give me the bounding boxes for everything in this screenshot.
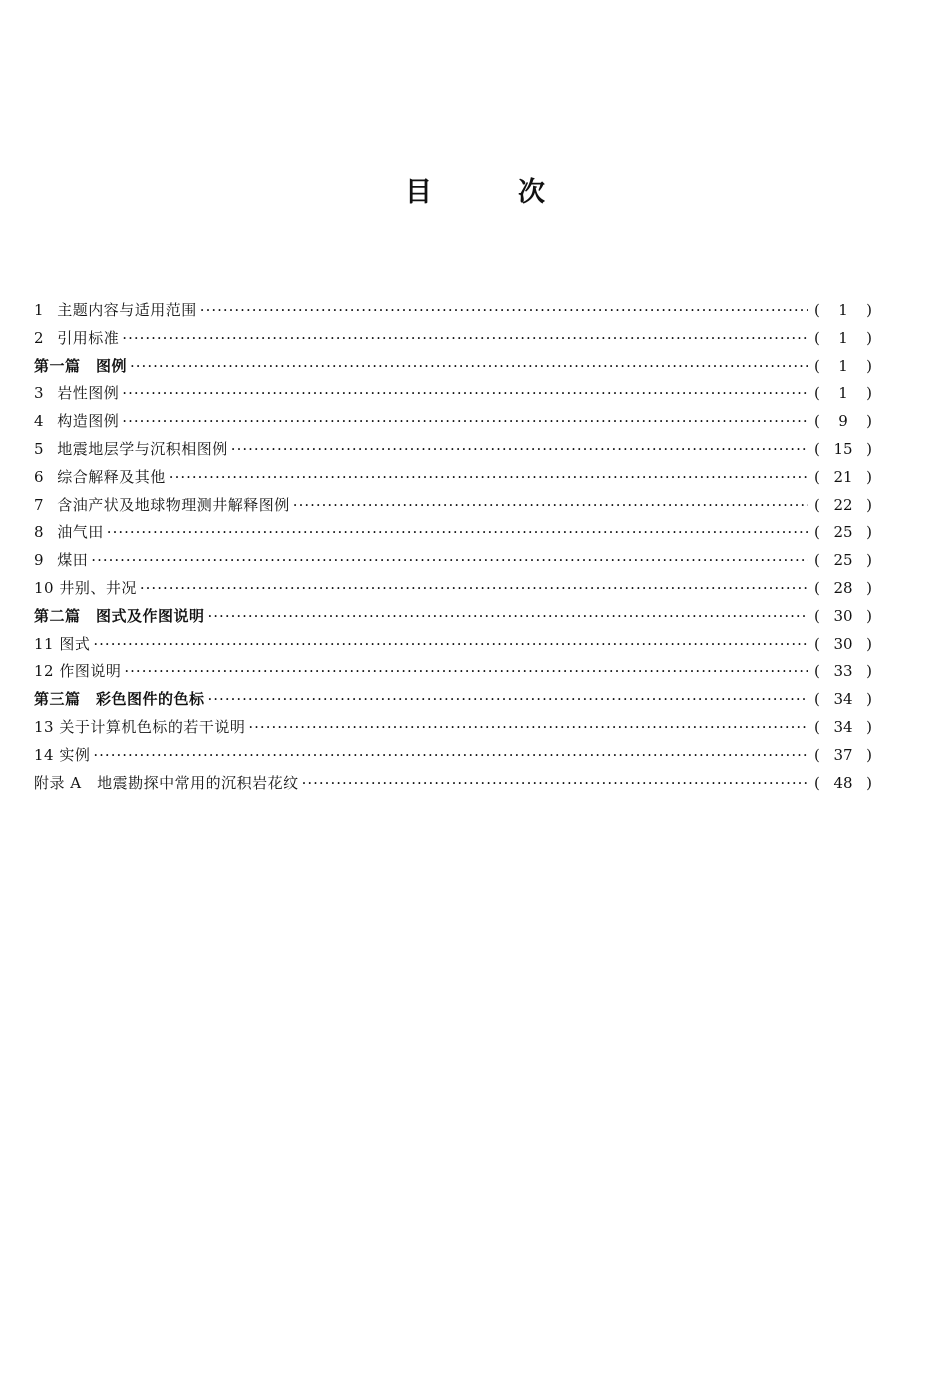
toc-number: 12 xyxy=(34,662,55,681)
toc-text: 第一篇 图例 xyxy=(34,356,128,375)
toc-entry[interactable] xyxy=(34,547,872,575)
toc-text: 图式 xyxy=(59,634,91,653)
toc-text: 综合解释及其他 xyxy=(57,467,166,486)
toc-page: ( 48 ) xyxy=(814,773,872,792)
toc-text: 油气田 xyxy=(57,523,104,542)
toc-entry[interactable] xyxy=(34,325,872,353)
toc-text: 煤田 xyxy=(57,551,89,570)
toc-page: ( 9 ) xyxy=(814,412,872,431)
toc-text: 地震地层学与沉积相图例 xyxy=(57,439,228,458)
title-char-1: 目 xyxy=(405,177,432,208)
toc-page: ( 15 ) xyxy=(814,439,872,458)
toc-text: 构造图例 xyxy=(57,412,120,431)
leader-dots xyxy=(93,742,808,770)
toc-entry[interactable] xyxy=(34,519,872,547)
toc-entry[interactable] xyxy=(34,408,872,436)
toc-page: ( 1 ) xyxy=(814,384,872,403)
toc-entry[interactable] xyxy=(34,297,872,325)
toc-text: 引用标准 xyxy=(57,328,120,347)
toc-page: ( 1 ) xyxy=(814,301,872,319)
page-title xyxy=(0,170,950,209)
toc-entry-appendix[interactable] xyxy=(34,770,872,798)
toc-page: ( 1 ) xyxy=(814,328,872,347)
leader-dots xyxy=(93,631,808,659)
toc-page: ( 1 ) xyxy=(814,356,872,375)
toc-entry[interactable] xyxy=(34,436,872,464)
toc-page: ( 34 ) xyxy=(814,717,872,736)
toc-page: ( 25 ) xyxy=(814,551,872,570)
toc-text: 主题内容与适用范围 xyxy=(57,301,197,319)
toc-number: 8 xyxy=(34,523,45,542)
leader-dots xyxy=(124,658,808,686)
leader-dots xyxy=(169,464,808,492)
toc-number: 13 xyxy=(34,717,55,736)
leader-dots xyxy=(208,603,808,631)
toc-entry[interactable] xyxy=(34,742,872,770)
toc-page: ( 34 ) xyxy=(814,690,872,709)
leader-dots xyxy=(248,714,808,742)
toc-page: ( 22 ) xyxy=(814,495,872,514)
toc-entry[interactable] xyxy=(34,464,872,492)
toc-text: 作图说明 xyxy=(59,662,122,681)
toc-entry[interactable] xyxy=(34,380,872,408)
toc-entry[interactable] xyxy=(34,658,872,686)
leader-dots xyxy=(91,547,808,575)
toc-number: 3 xyxy=(34,384,45,403)
table-of-contents xyxy=(34,297,872,797)
toc-page: ( 21 ) xyxy=(814,467,872,486)
toc-text: 第三篇 彩色图件的色标 xyxy=(34,690,205,709)
toc-text: 关于计算机色标的若干说明 xyxy=(59,717,246,736)
toc-number: 10 xyxy=(34,578,55,597)
toc-page: ( 33 ) xyxy=(814,662,872,681)
toc-number: 2 xyxy=(34,328,45,347)
toc-page: ( 28 ) xyxy=(814,578,872,597)
toc-entry[interactable] xyxy=(34,714,872,742)
toc-number: 6 xyxy=(34,467,45,486)
toc-number: 4 xyxy=(34,412,45,431)
leader-dots xyxy=(231,436,808,464)
leader-dots xyxy=(208,686,808,714)
toc-entry[interactable] xyxy=(34,575,872,603)
leader-dots xyxy=(130,353,808,381)
toc-number: 14 xyxy=(34,745,55,764)
toc-entry[interactable] xyxy=(34,492,872,520)
toc-number: 7 xyxy=(34,495,45,514)
toc-number: 9 xyxy=(34,551,45,570)
leader-dots xyxy=(293,492,808,520)
toc-number: 1 xyxy=(34,301,45,319)
toc-page: ( 25 ) xyxy=(814,523,872,542)
leader-dots xyxy=(122,325,808,353)
toc-text: 岩性图例 xyxy=(57,384,120,403)
toc-page: ( 30 ) xyxy=(814,634,872,653)
toc-text: 井别、井况 xyxy=(59,578,137,597)
leader-dots xyxy=(302,770,808,798)
toc-number: 11 xyxy=(34,634,55,653)
leader-dots xyxy=(107,519,808,547)
toc-part-heading[interactable] xyxy=(34,353,872,381)
leader-dots xyxy=(122,408,808,436)
toc-text: 第二篇 图式及作图说明 xyxy=(34,606,205,625)
toc-text: 实例 xyxy=(59,745,91,764)
toc-text: 附录 A 地震勘探中常用的沉积岩花纹 xyxy=(34,773,299,792)
toc-number: 5 xyxy=(34,439,45,458)
leader-dots xyxy=(140,575,808,603)
toc-page: ( 37 ) xyxy=(814,745,872,764)
toc-part-heading[interactable] xyxy=(34,603,872,631)
toc-part-heading[interactable] xyxy=(34,686,872,714)
toc-page: ( 30 ) xyxy=(814,606,872,625)
leader-dots xyxy=(122,380,808,408)
leader-dots xyxy=(200,297,808,325)
toc-text: 含油产状及地球物理测井解释图例 xyxy=(57,495,290,514)
title-char-2: 次 xyxy=(518,177,545,208)
toc-entry[interactable] xyxy=(34,631,872,659)
